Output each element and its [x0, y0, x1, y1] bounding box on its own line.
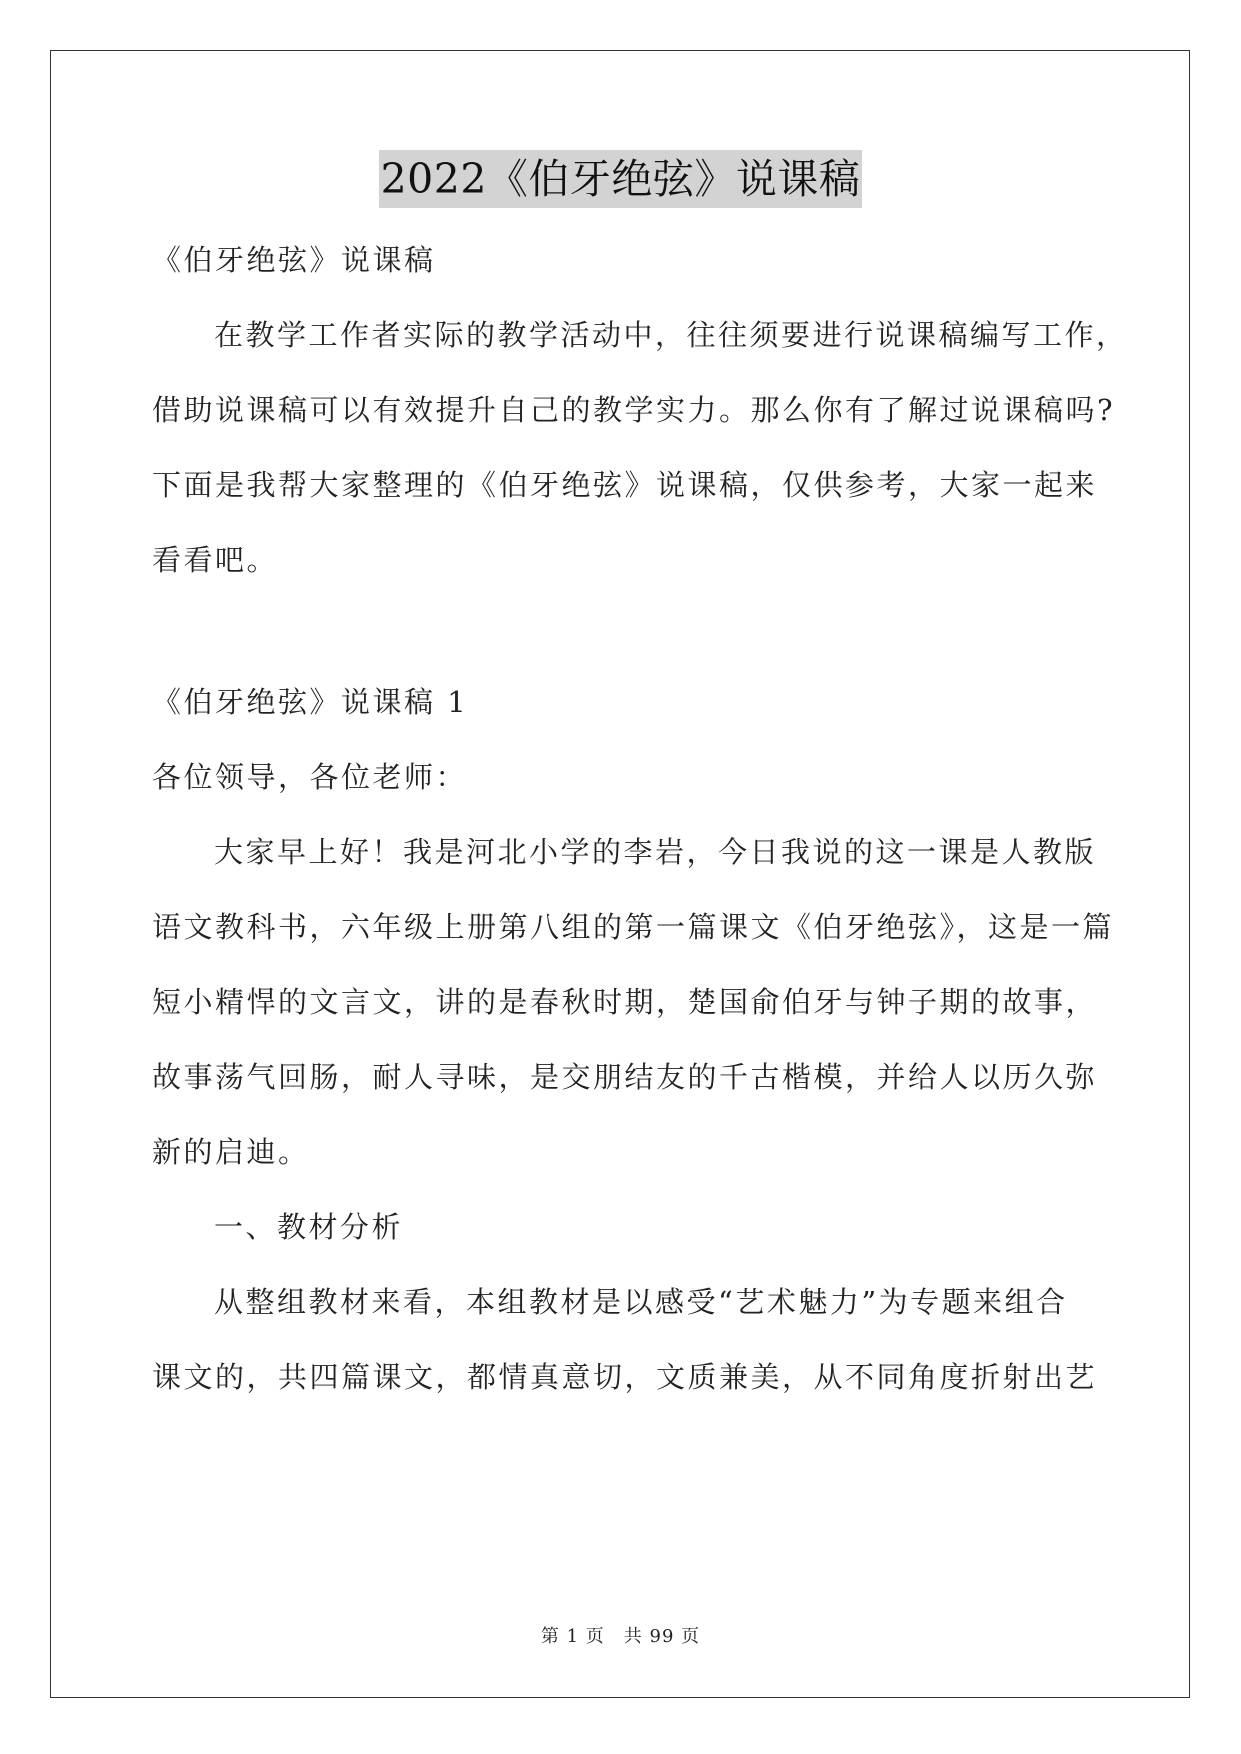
title-container [0, 150, 1241, 208]
page-border [50, 50, 1190, 1698]
paragraph-line: 从整组教材来看，本组教材是以感受“艺术魅力”为专题来组合 [214, 1285, 1068, 1319]
document-title: 2022《伯牙绝弦》说课稿 [379, 150, 863, 208]
paragraph-line: 借助说课稿可以有效提升自己的教学实力。那么你有了解过说课稿吗? [152, 393, 1116, 427]
paragraph-line: 下面是我帮大家整理的《伯牙绝弦》说课稿，仅供参考，大家一起来 [152, 468, 1098, 502]
subtitle-line: 《伯牙绝弦》说课稿 [152, 243, 436, 277]
salutation-line: 各位领导，各位老师： [152, 760, 468, 794]
paragraph-line: 课文的，共四篇课文，都情真意切，文质兼美，从不同角度折射出艺 [152, 1360, 1098, 1394]
paragraph-line: 故事荡气回肠，耐人寻味，是交朋结友的千古楷模，并给人以历久弥 [152, 1060, 1098, 1094]
page-footer: 第 1 页 共 99 页 [540, 1626, 701, 1647]
paragraph-line: 大家早上好！我是河北小学的李岩，今日我说的这一课是人教版 [214, 835, 1097, 869]
paragraph-line: 短小精悍的文言文，讲的是春秋时期，楚国俞伯牙与钟子期的故事， [152, 985, 1098, 1019]
paragraph-line: 语文教科书，六年级上册第八组的第一篇课文《伯牙绝弦》，这是一篇 [152, 910, 1115, 944]
paragraph-line: 看看吧。 [152, 543, 279, 577]
subsection-heading: 一、教材分析 [214, 1210, 404, 1244]
paragraph-line: 新的启迪。 [152, 1135, 310, 1169]
paragraph-line: 在教学工作者实际的教学活动中，往往须要进行说课稿编写工作， [214, 318, 1128, 352]
section-heading: 《伯牙绝弦》说课稿 1 [152, 685, 469, 719]
